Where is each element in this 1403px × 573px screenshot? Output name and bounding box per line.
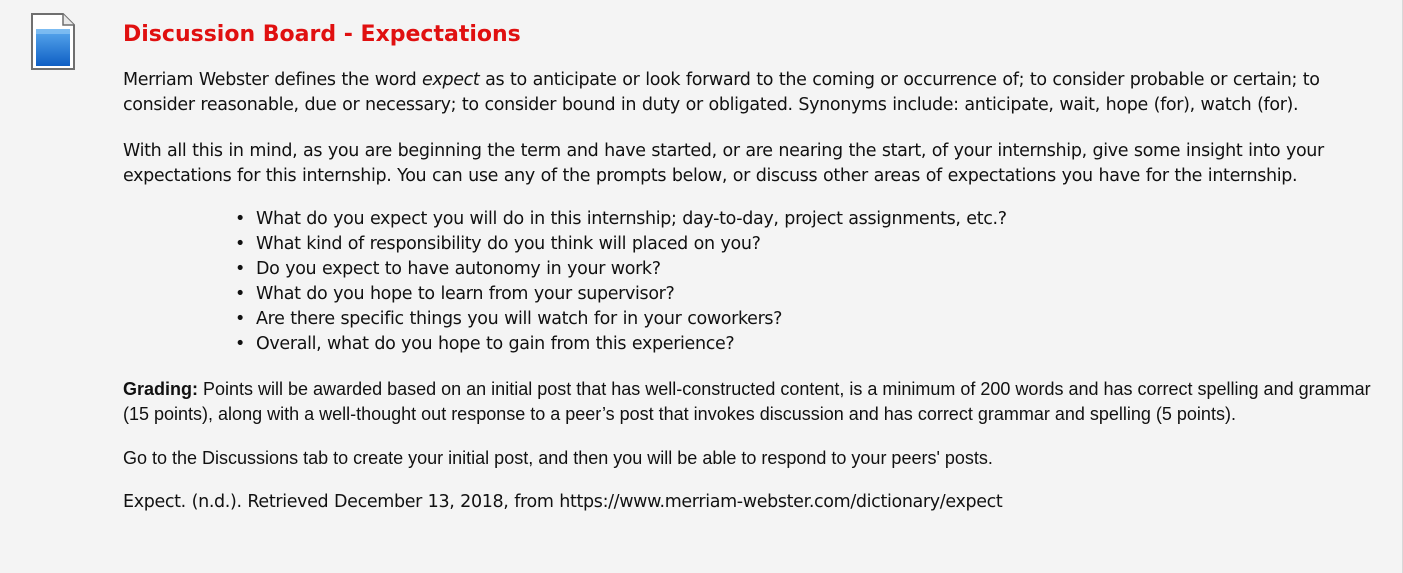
instructions-paragraph: Go to the Discussions tab to create your initial post, and then you will be able to respond to your peers' posts. (123, 448, 993, 468)
grading-text: Points will be awarded based on an initial post that has well-constructed content, is a minimum of 200 words and has correct spelling and grammar (15 points), along with a well-thought out response to a peer’s post that invokes discussion and has correct grammar and spelling (5 points). (123, 379, 1371, 424)
grading-label: Grading: (123, 379, 198, 399)
list-item-text: Are there specific things you will watch for in your coworkers? (256, 309, 783, 329)
list-item (235, 207, 1388, 232)
intro-text-start: Merriam Webster defines the word (123, 70, 423, 90)
intro-paragraph (123, 68, 1388, 118)
prompt-list (123, 207, 1388, 357)
bullet-icon: • (235, 209, 245, 229)
list-item-text: Overall, what do you hope to gain from this experience? (256, 334, 735, 354)
document-icon[interactable] (30, 13, 76, 71)
list-item-text: What do you expect you will do in this internship; day-to-day, project assignments, etc.? (256, 209, 1007, 229)
bullet-icon: • (235, 234, 245, 254)
content-item (123, 20, 1388, 515)
list-item (235, 332, 1388, 357)
bullet-icon: • (235, 334, 245, 354)
list-item-text: Do you expect to have autonomy in your work? (256, 259, 661, 279)
list-item (235, 282, 1388, 307)
item-title[interactable]: Discussion Board - Expectations (123, 22, 521, 47)
intro-text-end: as to anticipate or look forward to the coming or occurrence of; to consider probable or certain; to consider reasonable, due or necessary; to consider bound in duty or obligated. Synonyms include: anticipate, wait, hope (for), watch (for). (123, 70, 1320, 115)
prompt-paragraph: With all this in mind, as you are beginning the term and have started, or are nearing the start, of your internship, give some insight into your expectations for this internship. You can use any of the prompts below, or discuss other areas of expectations you have for the internship. (123, 141, 1324, 186)
bullet-icon: • (235, 259, 245, 279)
list-item (235, 307, 1388, 332)
grading-paragraph (123, 377, 1388, 427)
list-item-text: What kind of responsibility do you think will placed on you? (256, 234, 761, 254)
citation-paragraph: Expect. (n.d.). Retrieved December 13, 2018, from https://www.merriam-webster.com/dictionary/expect (123, 492, 1003, 512)
bullet-icon: • (235, 284, 245, 304)
list-item (235, 257, 1388, 282)
list-item-text: What do you hope to learn from your supervisor? (256, 284, 675, 304)
emphasized-word: expect (422, 70, 480, 90)
bullet-icon: • (235, 309, 245, 329)
list-item (235, 232, 1388, 257)
